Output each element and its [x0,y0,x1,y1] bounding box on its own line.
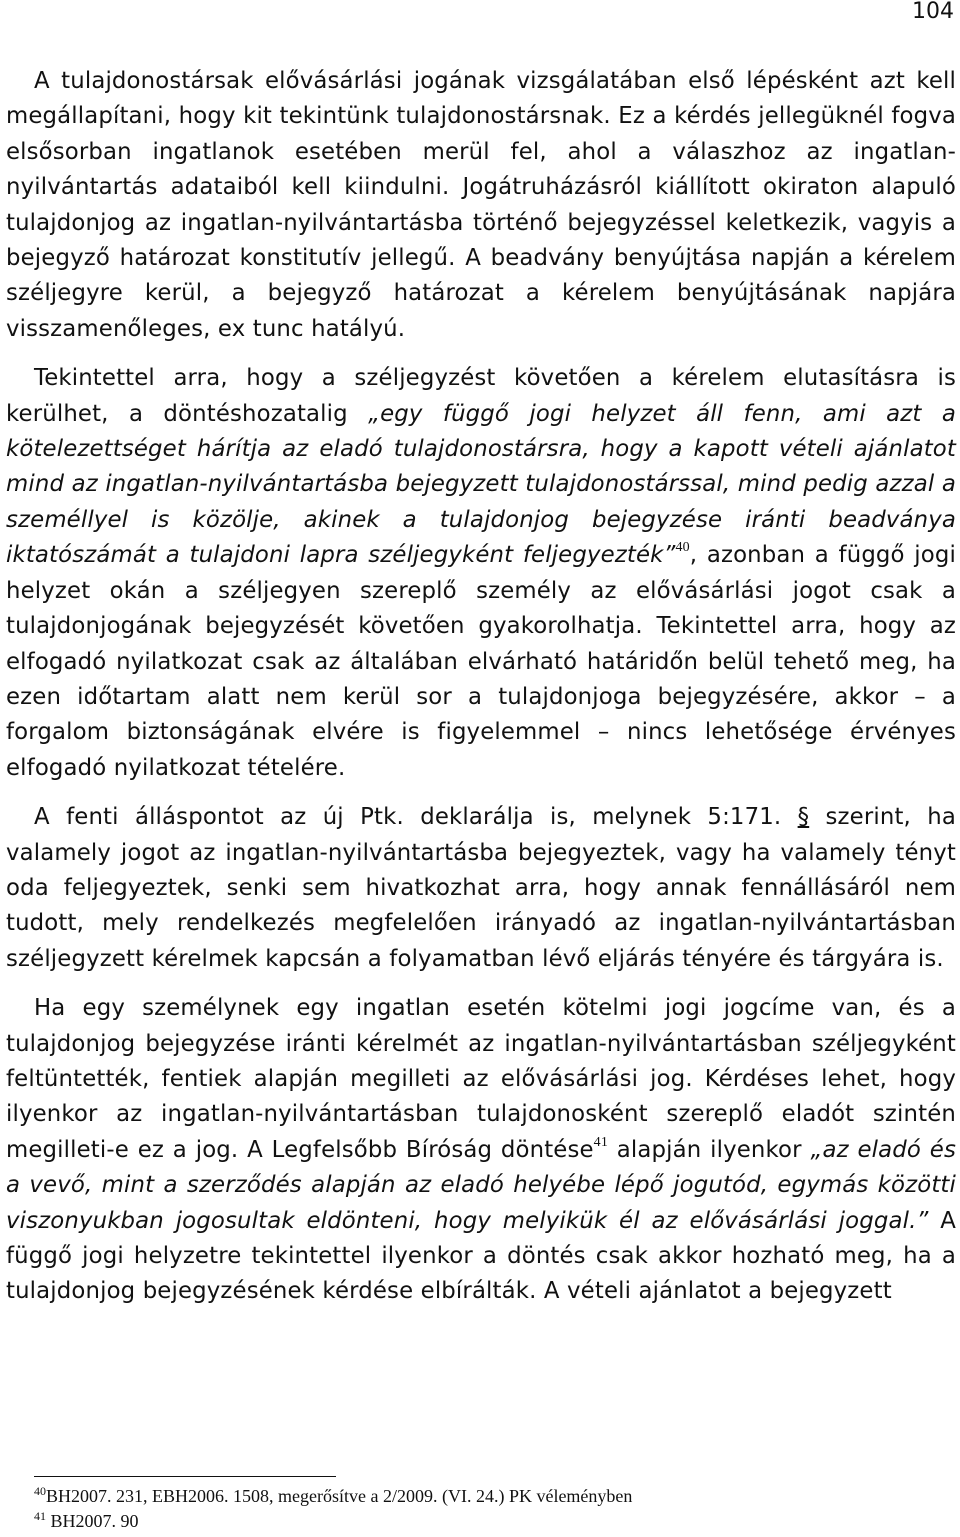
paragraph-4-text-b: alapján ilyenkor [607,1136,811,1163]
paragraph-3 [6,800,956,977]
paragraph-2-text-a: Tekintettel arra, hogy a széljegyzést követően a kérelem elutasításra is kerülhet, a döntéshozatalig [6,365,956,427]
paragraph-4-text-a: Ha egy személynek egy ingatlan esetén kötelmi jogi jogcíme van, és a tulajdonjog bejegyzése iránti kérelmét az ingatlan-nyilvántartásban széljegyként feltüntették, fentiek alapján megilleti az elővásárlási jog. Kérdéses lehet, hogy ilyenkor az ingatlan-nyilvántartásban tulajdonosként szereplő eladót szintén megilleti-e ez a jog. A Legfelsőbb Bíróság döntése [6,995,956,1163]
footnote-text: BH2007. 231, EBH2006. 1508, megerősítve a 2/2009. (VI. 24.) PK véleményben [46,1486,633,1506]
footnote-number: 40 [34,1484,46,1498]
paragraph-4 [6,991,956,1310]
paragraph-2-text-b: , azonban a függő jogi helyzet okán a széljegyen szereplő személy az elővásárlási jogot csak a tulajdonjogának bejegyzését követően gyakorolhatja. Tekintettel arra, hogy az elfogadó nyilatkozat csak az általában elvárható határidőn belül tehető meg, ha ezen időtartam alatt nem kerül sor a tulajdonjoga bejegyzésére, akkor – a forgalom biztonságának elvére is figyelemmel – nincs lehetősége érvényes elfogadó nyilatkozat tételére. [6,542,956,781]
paragraph-4-text-c: A függő jogi helyzetre tekintettel ilyenkor a döntés csak akkor hozható meg, ha a tulajdonjog bejegyzésének kérdése elbírálták. A vételi ajánlatot a bejegyzett [6,1207,956,1305]
footnote-ref-41[interactable]: 41 [593,1134,608,1150]
quotation-2: „az eladó és a vevő, mint a szerződés alapján az eladó helyébe lépő jogutód, egymás közötti viszonyukban jogosultak eldönteni, hogy melyikük él az elővásárlási joggal.” [6,1136,956,1234]
footnote-separator [34,1476,336,1477]
footnote-text: BH2007. 90 [46,1511,139,1531]
footnote-40 [34,1484,934,1509]
footnote-number: 41 [34,1509,46,1523]
footnote-41 [34,1509,934,1534]
paragraph-1: A tulajdonostársak elővásárlási jogának vizsgálatában első lépésként azt kell megállapítani, hogy kit tekintünk tulajdonostársnak. Ez a kérdés jellegüknél fogva elsősorban ingatlanok esetében merül fel, ahol a válaszhoz az ingatlan-nyilvántartás adataiból kell kiindulni. Jogátruházásról kiállított okiraton alapuló tulajdonjog az ingatlan-nyilvántartásba történő bejegyzéssel keletkezik, vagyis a bejegyző határozat konstitutív jellegű. A beadvány benyújtása napján a kérelem széljegyre kerül, a bejegyző határozat a kérelem benyújtásának napjára visszamenőleges, ex tunc hatályú. [6,68,956,342]
footnote-ref-40[interactable]: 40 [675,540,690,556]
quotation-1: „egy függő jogi helyzet áll fenn, ami azt a kötelezettséget hárítja az eladó tulajdonostársra, hogy a kapott vételi ajánlatot mind az ingatlan-nyilvántartásba bejegyzett tulajdonostárssal, mind pedig azzal a személlyel is közölje, akinek a tulajdonjog bejegyzése iránti beadványa iktatószámát a tulajdoni lapra széljegyként feljegyezték” [6,400,956,569]
page-number: 104 [912,0,954,24]
paragraph-2 [6,361,956,786]
document-body [6,64,956,1324]
paragraph-3-text-b: szerint, ha valamely jogot az ingatlan-nyilvántartásba bejegyeztek, vagy ha valamely tényt oda feljegyeztek, senki sem hivatkozhat arra, hogy annak fennállásáról nem tudott, mely rendelkezés megfelelően irányadó az ingatlan-nyilvántartásban széljegyzett kérelmek kapcsán a folyamatban lévő eljárás tényére és tárgyára is. [6,804,957,972]
paragraph-3-text-a: A fenti álláspontot az új Ptk. deklarálja is, melynek 5:171. [34,804,798,831]
footnotes [34,1484,934,1534]
section-sign-link[interactable]: § [797,804,810,831]
